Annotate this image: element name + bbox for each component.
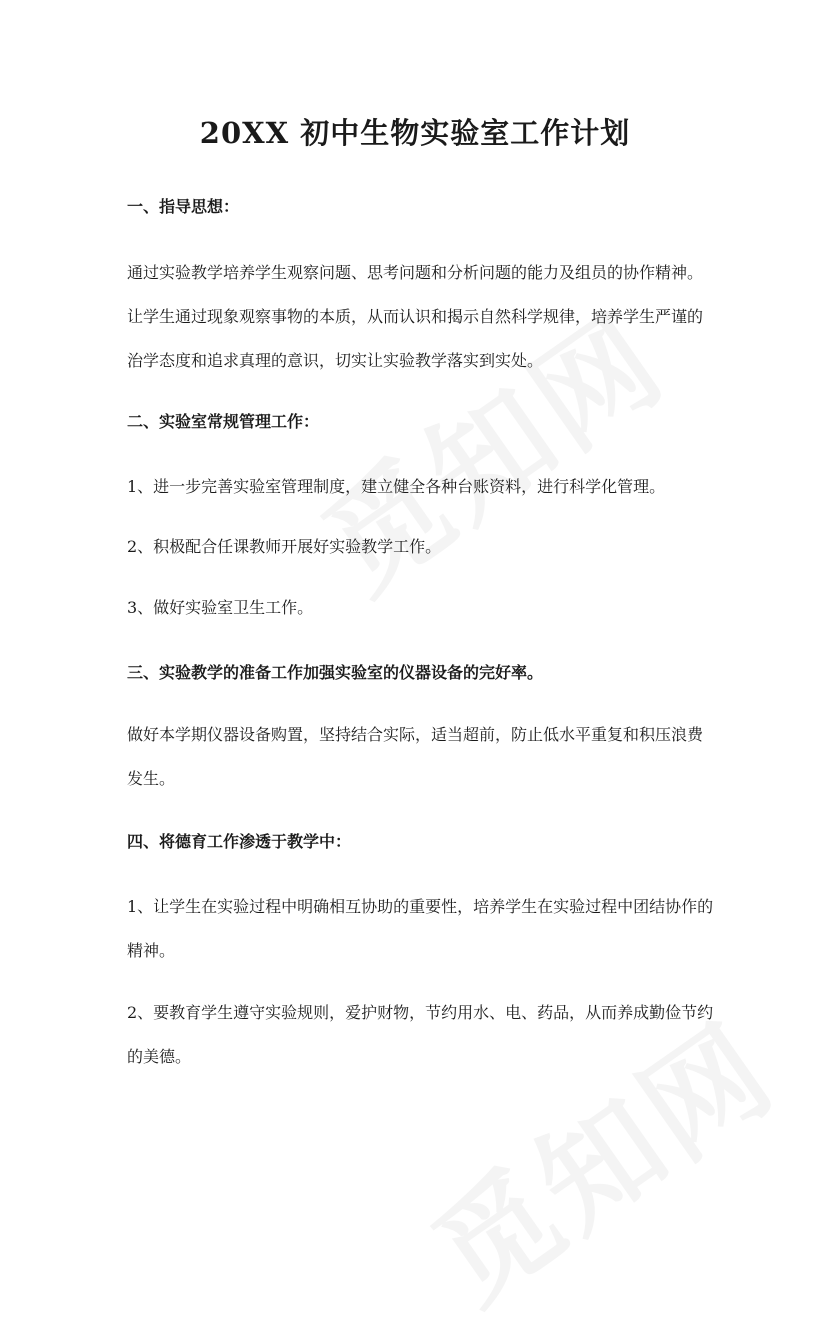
section-heading-guiding-thought: 一、指导思想： — [127, 197, 240, 216]
list-item: 2、积极配合任课教师开展好实验教学工作。 — [127, 537, 442, 556]
list-item: 3、做好实验室卫生工作。 — [127, 598, 314, 617]
list-item: 1、让学生在实验过程中明确相互协助的重要性，培养学生在实验过程中团结协作的精神。 — [127, 897, 714, 960]
paragraph-preparation: 做好本学期仪器设备购置，坚持结合实际，适当超前，防止低水平重复和积压浪费发生。 — [127, 725, 704, 788]
list-item: 2、要教育学生遵守实验规则，爱护财物，节约用水、电、药品，从而养成勤俭节约的美德。 — [127, 1003, 714, 1066]
list-item: 1、进一步完善实验室管理制度，建立健全各种台账资料，进行科学化管理。 — [127, 477, 666, 496]
section-heading-routine-management: 二、实验室常规管理工作： — [127, 412, 320, 431]
section-heading-preparation: 三、实验教学的准备工作加强实验室的仪器设备的完好率。 — [127, 663, 544, 682]
document-title: 20XX 初中生物实验室工作计划 — [199, 116, 631, 150]
paragraph-guiding-thought: 通过实验教学培养学生观察问题、思考问题和分析问题的能力及组员的协作精神。让学生通过现象观察事物的本质，从而认识和揭示自然科学规律，培养学生严谨的治学态度和追求真理的意识，切实让实验教学落实到实处。 — [127, 263, 704, 370]
section-heading-moral-education: 四、将德育工作渗透于教学中： — [127, 832, 352, 851]
